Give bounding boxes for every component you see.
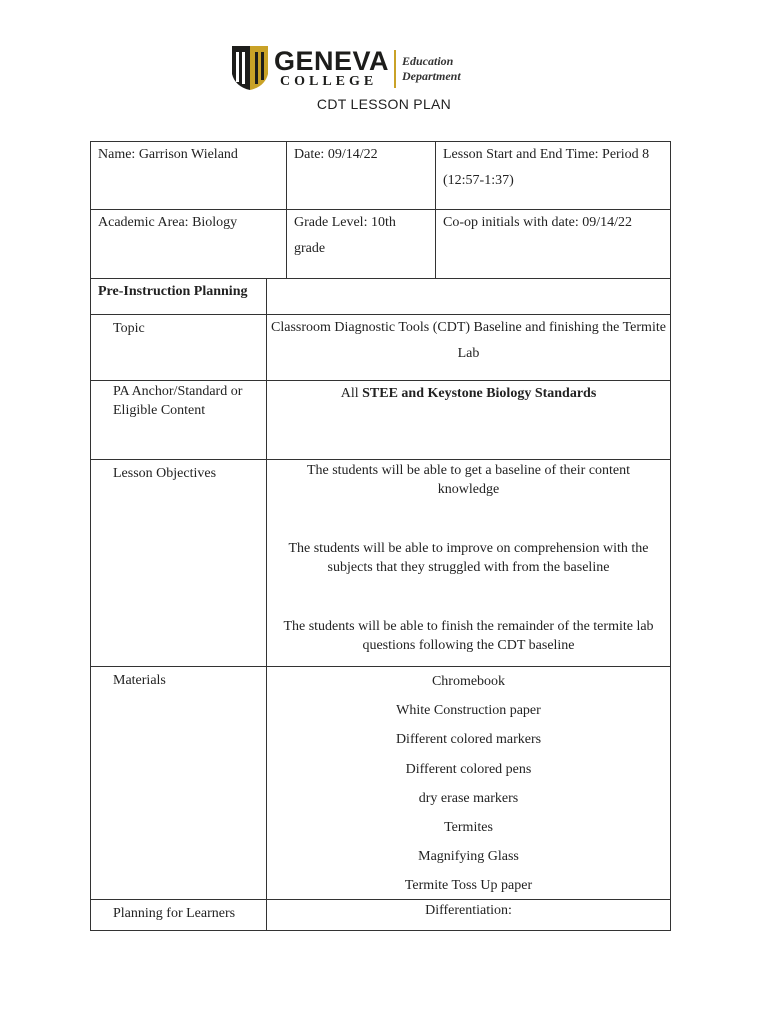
grade-level: Grade Level: 10th grade bbox=[294, 215, 396, 256]
learners-label-cell bbox=[91, 900, 266, 930]
academic-area: Academic Area: Biology bbox=[98, 215, 238, 230]
material-item: White Construction paper bbox=[396, 703, 541, 719]
date-cell bbox=[287, 142, 435, 209]
material-item: Chromebook bbox=[431, 674, 506, 689]
materials-label: Materials bbox=[113, 673, 166, 688]
objectives-label-cell bbox=[91, 460, 266, 666]
standards-value-cell bbox=[267, 381, 670, 459]
topic-label: Topic bbox=[113, 321, 145, 336]
material-item: dry erase markers bbox=[418, 790, 519, 806]
standards-label-line2: Eligible Content bbox=[113, 403, 206, 418]
lesson-date: Date: 09/14/22 bbox=[294, 147, 378, 162]
material-item: Different colored pens bbox=[405, 761, 532, 777]
materials-row bbox=[90, 666, 671, 899]
objective-item: The students will be able to improve on comprehension with the subjects that they struggled with from the baseline bbox=[288, 541, 649, 575]
objective-item: The students will be able to get a baseline of their content knowledge bbox=[306, 463, 631, 497]
material-item: Different colored markers bbox=[395, 732, 542, 748]
standards-value: STEE and Keystone Biology Standards bbox=[362, 386, 597, 401]
standards-row bbox=[90, 380, 671, 459]
standards-label-line1: PA Anchor/Standard or bbox=[113, 384, 243, 399]
standards-label-cell bbox=[91, 381, 266, 459]
teacher-name: Name: Garrison Wieland bbox=[98, 147, 238, 162]
section-heading-cell bbox=[91, 279, 266, 314]
coop-cell bbox=[436, 210, 670, 278]
header-row-1 bbox=[90, 141, 671, 209]
learners-row bbox=[90, 899, 671, 931]
document-title: CDT LESSON PLAN bbox=[316, 96, 452, 112]
topic-value-cell bbox=[267, 315, 670, 380]
standards-prefix: All bbox=[340, 386, 363, 401]
objectives-label: Lesson Objectives bbox=[113, 466, 217, 481]
objectives-list bbox=[267, 460, 670, 666]
coop-initials: Co-op initials with date: 09/14/22 bbox=[443, 215, 632, 230]
materials-label-cell bbox=[91, 667, 266, 899]
section-heading: Pre-Instruction Planning bbox=[98, 284, 248, 299]
materials-list bbox=[267, 667, 670, 899]
differentiation-label: Differentiation: bbox=[425, 903, 512, 918]
objective-item: The students will be able to finish the remainder of the termite lab questions following the CDT baseline bbox=[283, 619, 654, 653]
lesson-time: Lesson Start and End Time: Period 8 (12:57-1:37) bbox=[443, 147, 650, 188]
time-cell bbox=[436, 142, 670, 209]
topic-label-cell bbox=[91, 315, 266, 380]
header-row-2 bbox=[90, 209, 671, 278]
topic-value: Classroom Diagnostic Tools (CDT) Baseline and finishing the Termite Lab bbox=[271, 320, 666, 361]
logo-department-line2: Department bbox=[402, 69, 461, 83]
grade-level-cell bbox=[287, 210, 435, 278]
name-cell bbox=[91, 142, 286, 209]
objectives-row bbox=[90, 459, 671, 666]
academic-area-cell bbox=[91, 210, 286, 278]
college-crest-icon bbox=[230, 44, 270, 92]
learners-value-cell bbox=[267, 900, 670, 930]
logo-wordmark-college: COLLEGE bbox=[280, 74, 378, 89]
logo-wordmark-geneva: GENEVA bbox=[274, 46, 390, 76]
learners-label: Planning for Learners bbox=[113, 906, 236, 921]
logo-department-line1: Education bbox=[402, 54, 454, 68]
material-item: Magnifying Glass bbox=[418, 849, 519, 865]
material-item: Termites bbox=[444, 820, 493, 836]
geneva-college-logo bbox=[230, 44, 480, 94]
section-heading-row bbox=[90, 278, 671, 314]
material-item: Termite Toss Up paper bbox=[404, 878, 533, 894]
logo-department bbox=[402, 54, 461, 84]
logo-divider bbox=[394, 50, 396, 88]
topic-row bbox=[90, 314, 671, 380]
